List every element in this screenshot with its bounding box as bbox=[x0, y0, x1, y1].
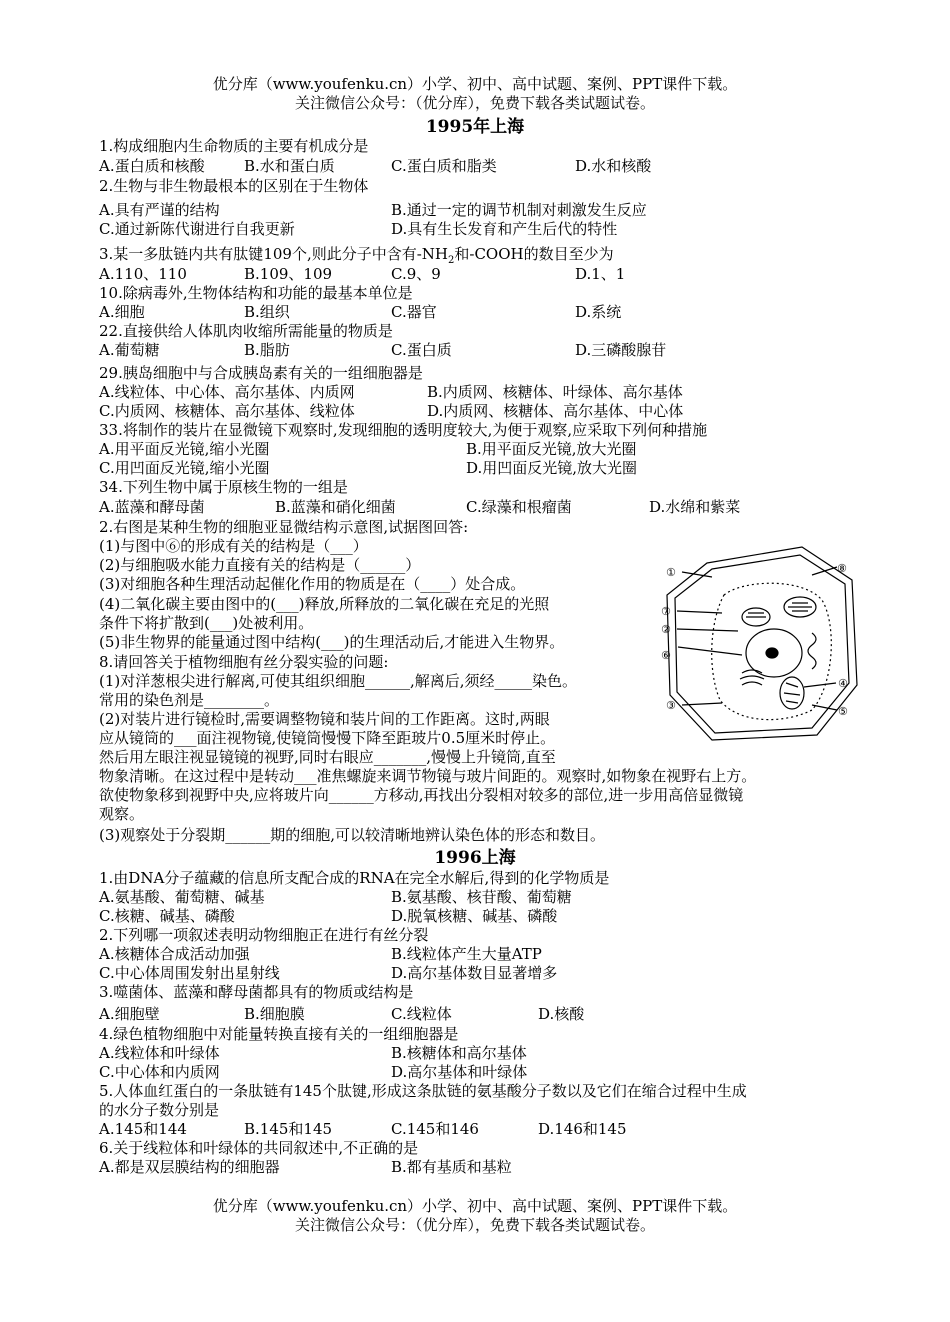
option-d: D.1、1 bbox=[575, 265, 626, 283]
option-d: D.内质网、核糖体、高尔基体、中心体 bbox=[427, 402, 684, 420]
option-c: C.内质网、核糖体、高尔基体、线粒体 bbox=[99, 402, 355, 420]
question-stem: 1.构成细胞内生命物质的主要有机成分是 bbox=[99, 137, 369, 155]
option-d: D.高尔基体和叶绿体 bbox=[391, 1063, 528, 1081]
option-a: A.核糖体合成活动加强 bbox=[99, 945, 250, 963]
option-a: A.线粒体和叶绿体 bbox=[99, 1044, 220, 1062]
option-d: D.146和145 bbox=[538, 1120, 627, 1138]
header-line-2: 关注微信公众号：（优分库），免费下载各类试题试卷。 bbox=[294, 94, 655, 112]
header-line-1: 优分库（www.youfenku.cn）小学、初中、高中试题、案例、PPT课件下载。 bbox=[212, 75, 738, 93]
section-title-1995: 1995年上海 bbox=[425, 117, 525, 137]
option-c: C.线粒体 bbox=[391, 1005, 452, 1023]
option-b: B.核糖体和高尔基体 bbox=[391, 1044, 527, 1062]
sub-question: (3)观察处于分裂期______期的细胞,可以较清晰地辨认染色体的形态和数目。 bbox=[99, 826, 606, 844]
option-a: A.葡萄糖 bbox=[99, 341, 160, 359]
sub-question: 物象清晰。在这过程中是转动___准焦螺旋来调节物镜与玻片间距的。观察时,如物象在视野右上方。 bbox=[99, 767, 757, 785]
sub-question: 然后用左眼注视显镜镜的视野,同时右眼应_______,慢慢上升镜筒,直至 bbox=[99, 748, 556, 766]
question-stem: 33.将制作的装片在显微镜下观察时,发现细胞的透明度较大,为便于观察,应采取下列何种措施 bbox=[99, 421, 708, 439]
option-a: A.用平面反光镜,缩小光圈 bbox=[99, 440, 270, 458]
option-a: A.蛋白质和核酸 bbox=[99, 157, 205, 175]
option-b: B.脂肪 bbox=[244, 341, 290, 359]
option-c: C.中心体周围发射出星射线 bbox=[99, 964, 280, 982]
option-a: A.具有严谨的结构 bbox=[99, 201, 220, 219]
footer-line-1: 优分库（www.youfenku.cn）小学、初中、高中试题、案例、PPT课件下载。 bbox=[212, 1197, 738, 1215]
option-c: C.145和146 bbox=[391, 1120, 479, 1138]
sub-question: (2)与细胞吸水能力直接有关的结构是（______） bbox=[99, 556, 421, 574]
option-b: B.氨基酸、核苷酸、葡萄糖 bbox=[391, 888, 572, 906]
option-c: C.中心体和内质网 bbox=[99, 1063, 220, 1081]
option-a: A.都是双层膜结构的细胞器 bbox=[99, 1158, 280, 1176]
option-b: B.109、109 bbox=[244, 265, 333, 283]
option-b: B.用平面反光镜,放大光圈 bbox=[466, 440, 637, 458]
question-stem: 29.胰岛细胞中与合成胰岛素有关的一组细胞器是 bbox=[99, 364, 423, 382]
golgi-apparatus bbox=[740, 670, 764, 685]
cell-wall bbox=[667, 547, 857, 740]
option-d: D.水绵和紫菜 bbox=[649, 498, 741, 516]
option-c: C.用凹面反光镜,缩小光圈 bbox=[99, 459, 270, 477]
endoplasmic-reticulum bbox=[808, 633, 816, 669]
diagram-label: ⑦ bbox=[661, 605, 671, 618]
question-stem: 3.噬菌体、蓝藻和酵母菌都具有的物质或结构是 bbox=[99, 983, 414, 1001]
sub-question: (1)对洋葱根尖进行解离,可使其组织细胞______,解离后,须经_____染色。 bbox=[99, 672, 578, 690]
question-stem: 4.绿色植物细胞中对能量转换直接有关的一组细胞器是 bbox=[99, 1025, 459, 1043]
option-d: D.系统 bbox=[575, 303, 622, 321]
option-b: B.145和145 bbox=[244, 1120, 333, 1138]
mitochondrion bbox=[780, 677, 804, 709]
sub-question: (5)非生物界的能量通过图中结构(___)的生理活动后,才能进入生物界。 bbox=[99, 633, 565, 651]
diagram-label: ④ bbox=[838, 677, 848, 690]
section-title-1996: 1996上海 bbox=[434, 848, 516, 868]
diagram-label: ③ bbox=[666, 699, 676, 712]
question-stem: 的水分子数分别是 bbox=[99, 1101, 220, 1119]
option-d: D.高尔基体数目显著增多 bbox=[391, 964, 558, 982]
option-a: A.145和144 bbox=[99, 1120, 187, 1138]
diagram-label: ① bbox=[666, 566, 676, 579]
question-stem: 2.下列哪一项叙述表明动物细胞正在进行有丝分裂 bbox=[99, 926, 429, 944]
option-d: D.脱氧核糖、碱基、磷酸 bbox=[391, 907, 558, 925]
option-c: C.核糖、碱基、磷酸 bbox=[99, 907, 235, 925]
footer-line-2: 关注微信公众号：（优分库），免费下载各类试题试卷。 bbox=[294, 1216, 655, 1234]
option-a: A.氨基酸、葡萄糖、碱基 bbox=[99, 888, 265, 906]
cell-structure-diagram bbox=[652, 535, 864, 750]
question-stem: 2.右图是某种生物的细胞亚显微结构示意图,试据图回答: bbox=[99, 518, 469, 536]
question-stem: 8.请回答关于植物细胞有丝分裂实验的问题: bbox=[99, 653, 389, 671]
option-a: A.细胞 bbox=[99, 303, 145, 321]
option-b: B.内质网、核糖体、叶绿体、高尔基体 bbox=[427, 383, 683, 401]
option-c: C.器官 bbox=[391, 303, 437, 321]
option-b: B.蓝藻和硝化细菌 bbox=[275, 498, 396, 516]
option-d: D.三磷酸腺苷 bbox=[575, 341, 667, 359]
sub-question: 观察。 bbox=[99, 805, 145, 823]
sub-question: (1)与图中⑥的形成有关的结构是（___） bbox=[99, 537, 368, 555]
sub-question: 欲使物象移到视野中央,应将玻片向______方移动,再找出分裂相对较多的部位,进一步用高倍显微镜 bbox=[99, 786, 744, 804]
option-a: A.线粒体、中心体、高尔基体、内质网 bbox=[99, 383, 355, 401]
option-b: B.水和蛋白质 bbox=[244, 157, 335, 175]
option-b: B.都有基质和基粒 bbox=[391, 1158, 512, 1176]
option-c: C.蛋白质和脂类 bbox=[391, 157, 497, 175]
sub-question: 条件下将扩散到(___)处被利用。 bbox=[99, 614, 314, 632]
option-d: D.核酸 bbox=[538, 1005, 585, 1023]
option-b: B.通过一定的调节机制对刺激发生反应 bbox=[391, 201, 647, 219]
diagram-label: ⑤ bbox=[838, 705, 848, 718]
sub-question: 常用的染色剂是________。 bbox=[99, 691, 280, 709]
question-stem: 1.由DNA分子蕴藏的信息所支配合成的RNA在完全水解后,得到的化学物质是 bbox=[99, 869, 610, 887]
diagram-label: ② bbox=[661, 623, 671, 636]
option-a: A.蓝藻和酵母菌 bbox=[99, 498, 205, 516]
question-stem: 5.人体血红蛋白的一条肽链有145个肽键,形成这条肽链的氨基酸分子数以及它们在缩合过程中生成 bbox=[99, 1082, 747, 1100]
option-c: C.蛋白质 bbox=[391, 341, 452, 359]
question-stem: 2.生物与非生物最根本的区别在于生物体 bbox=[99, 177, 369, 195]
sub-question: 应从镜筒的___面注视物镜,使镜筒慢慢下降至距玻片0.5厘米时停止。 bbox=[99, 729, 556, 747]
cell-membrane bbox=[675, 555, 849, 733]
diagram-label: ⑥ bbox=[661, 649, 671, 662]
sub-question: (4)二氧化碳主要由图中的(___)释放,所释放的二氧化碳在充足的光照 bbox=[99, 595, 550, 613]
option-b: B.细胞膜 bbox=[244, 1005, 305, 1023]
option-d: D.具有生长发育和产生后代的特性 bbox=[391, 220, 618, 238]
nucleolus bbox=[766, 648, 778, 658]
sub-question: (3)对细胞各种生理活动起催化作用的物质是在（____）处合成。 bbox=[99, 575, 526, 593]
option-d: D.用凹面反光镜,放大光圈 bbox=[466, 459, 638, 477]
option-d: D.水和核酸 bbox=[575, 157, 652, 175]
option-c: C.9、9 bbox=[391, 265, 441, 283]
option-a: A.细胞壁 bbox=[99, 1005, 160, 1023]
question-stem: 6.关于线粒体和叶绿体的共同叙述中,不正确的是 bbox=[99, 1139, 419, 1157]
question-stem: 3.某一多肽链内共有肽键109个,则此分子中含有$-NH_2$和-COOH的数目至少为 bbox=[99, 245, 614, 266]
question-stem: 10.除病毒外,生物体结构和功能的最基本单位是 bbox=[99, 284, 413, 302]
option-a: A.110、110 bbox=[99, 265, 187, 283]
question-stem: 22.直接供给人体肌肉收缩所需能量的物质是 bbox=[99, 322, 393, 340]
option-c: C.通过新陈代谢进行自我更新 bbox=[99, 220, 295, 238]
question-stem: 34.下列生物中属于原核生物的一组是 bbox=[99, 478, 348, 496]
option-b: B.组织 bbox=[244, 303, 290, 321]
option-b: B.线粒体产生大量ATP bbox=[391, 945, 542, 963]
sub-question: (2)对装片进行镜检时,需要调整物镜和装片间的工作距离。这时,两眼 bbox=[99, 710, 550, 728]
diagram-label: ⑧ bbox=[837, 562, 847, 575]
option-c: C.绿藻和根瘤菌 bbox=[466, 498, 572, 516]
